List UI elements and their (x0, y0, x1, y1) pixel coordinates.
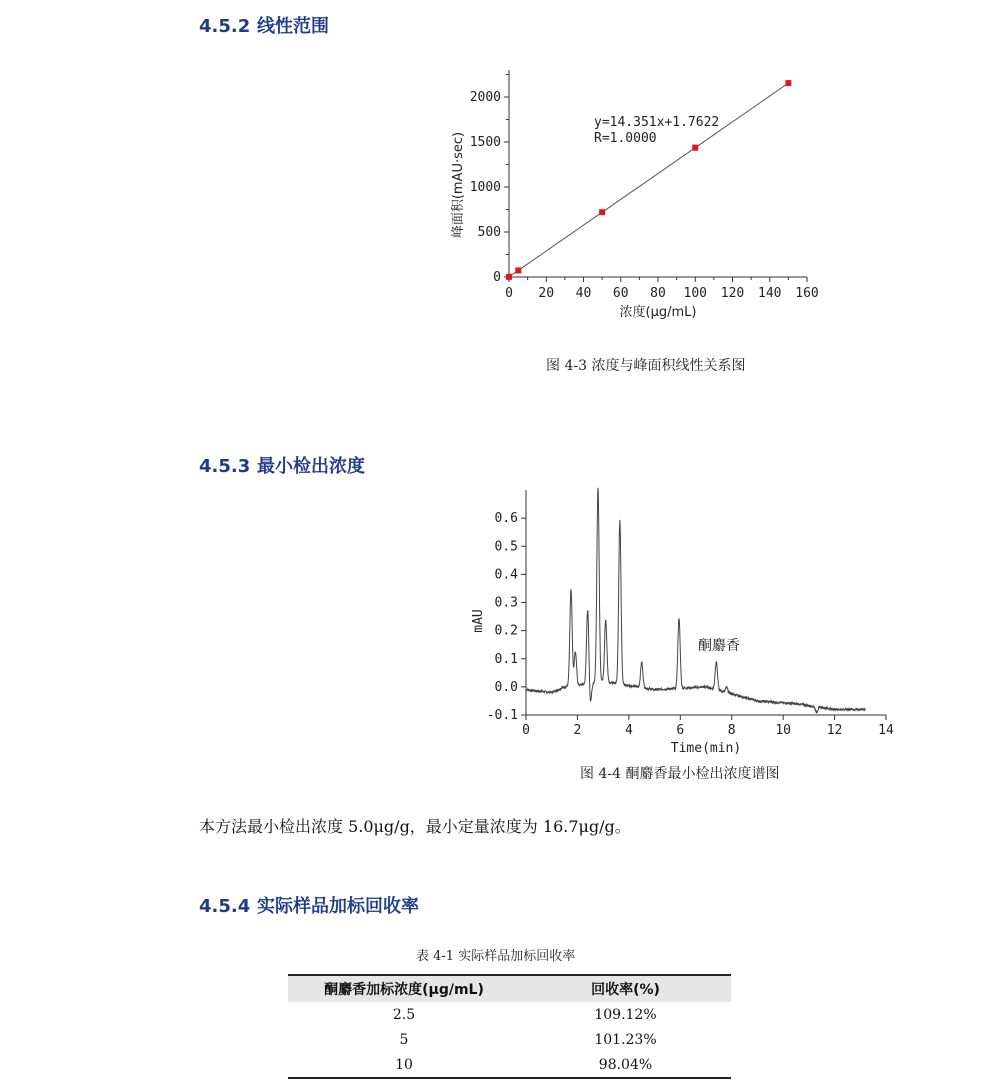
r-annotation: R=1.0000 (594, 131, 657, 146)
table-header-row (288, 975, 731, 1002)
x-tick-label: 160 (795, 286, 819, 301)
x-tick-label: 20 (538, 286, 555, 301)
y-tick-label: 0.4 (494, 567, 518, 583)
section-title: 实际样品加标回收率 (257, 896, 419, 917)
cell-concentration: 10 (288, 1052, 520, 1078)
y-tick-label: -0.1 (486, 708, 518, 723)
data-point (692, 145, 698, 151)
recovery-table (288, 974, 731, 1079)
data-point (506, 274, 512, 280)
equation-annotation: y=14.351x+1.7622 (594, 115, 720, 130)
y-tick-label: 1500 (469, 135, 501, 150)
section-heading-4-5-4 (199, 892, 419, 918)
y-tick-label: 0.1 (494, 651, 518, 667)
y-tick-label: 0 (493, 270, 501, 285)
figure-caption-4-3: 图 4-3 浓度与峰面积线性关系图 (546, 358, 746, 374)
x-tick-label: 0 (522, 723, 530, 738)
x-tick-label: 6 (676, 723, 685, 738)
cell-concentration: 2.5 (392, 1006, 416, 1023)
peak-label: 酮麝香 (698, 638, 740, 654)
x-tick-label: 100 (683, 286, 707, 301)
chromatogram-chart (460, 476, 910, 758)
section-title: 线性范围 (257, 16, 329, 37)
section-number: 4.5.4 (199, 896, 251, 917)
section-number: 4.5.2 (199, 16, 251, 37)
table-row (288, 1002, 731, 1027)
x-axis-label: 浓度(μg/mL) (619, 305, 697, 320)
y-tick-label: 500 (477, 225, 501, 240)
y-tick-label: 2000 (469, 90, 501, 105)
section-heading-4-5-2 (199, 12, 329, 38)
header-concentration: 酮麝香加标浓度(μg/mL) (288, 975, 520, 1002)
y-axis-label: 峰面积(mAU·sec) (451, 131, 466, 239)
x-tick-label: 4 (624, 723, 633, 738)
table-caption: 表 4-1 实际样品加标回收率 (416, 949, 576, 964)
y-tick-label: 0.3 (494, 595, 518, 611)
x-tick-label: 0 (505, 286, 513, 301)
figure-caption-4-4: 图 4-4 酮麝香最小检出浓度谱图 (580, 766, 780, 782)
x-tick-label: 140 (758, 286, 782, 301)
y-axis-label: mAU (471, 609, 486, 633)
cell-recovery: 109.12% (594, 1006, 657, 1023)
table-row (288, 1027, 731, 1052)
x-tick-label: 8 (727, 723, 736, 738)
section-number: 4.5.3 (199, 456, 251, 477)
x-axis-label: Time(min) (670, 741, 742, 756)
y-tick-label: 0.6 (494, 511, 518, 527)
fit-line (509, 83, 788, 277)
table-row (288, 1052, 731, 1078)
section-heading-4-5-3 (199, 452, 365, 478)
x-tick-label: 80 (650, 286, 666, 301)
section-title: 最小检出浓度 (257, 456, 365, 477)
x-tick-label: 40 (575, 286, 592, 301)
data-point (515, 267, 521, 273)
cell-recovery: 101.23% (594, 1031, 657, 1048)
y-tick-label: 0.5 (494, 539, 518, 555)
x-tick-label: 60 (612, 286, 629, 301)
y-tick-label: 1000 (469, 180, 501, 195)
x-tick-label: 120 (720, 286, 745, 301)
y-tick-label: 0.0 (494, 679, 518, 695)
x-tick-label: 2 (573, 723, 582, 738)
cell-concentration: 5 (399, 1031, 409, 1048)
data-point (599, 209, 605, 215)
chromatogram-trace (526, 488, 865, 713)
x-tick-label: 14 (878, 723, 894, 738)
data-point (785, 80, 791, 86)
linearity-chart (440, 60, 820, 325)
detection-limit-paragraph: 本方法最小检出浓度 5.0μg/g，最小定量浓度为 16.7μg/g。 (199, 817, 631, 836)
y-tick-label: 0.2 (494, 623, 518, 639)
header-recovery: 回收率(%) (520, 975, 731, 1002)
x-tick-label: 12 (826, 723, 843, 738)
cell-recovery: 98.04% (520, 1052, 731, 1078)
x-tick-label: 10 (775, 723, 791, 738)
